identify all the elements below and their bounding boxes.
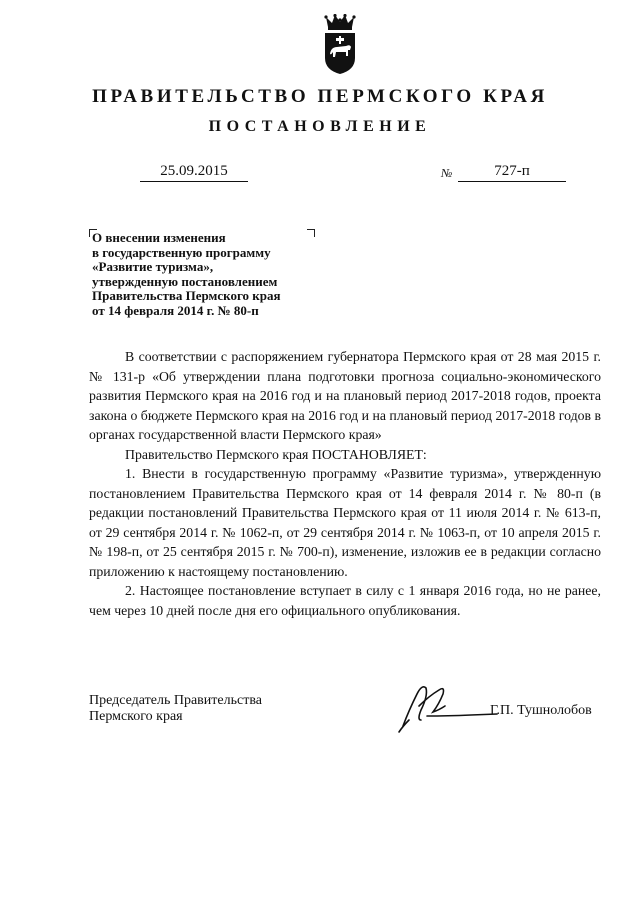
subject-line: Правительства Пермского края [92,288,281,304]
subject-line: от 14 февраля 2014 г. № 80-п [92,302,259,318]
signatory-position-line: Пермского края [89,709,183,724]
coat-of-arms-emblem [319,14,361,76]
signatory-name: Г.П. Тушнолобов [490,703,592,718]
government-title: ПРАВИТЕЛЬСТВО ПЕРМСКОГО КРАЯ [92,86,548,107]
subject-line: «Развитие туризма», [92,259,214,275]
body-paragraph-item-2: 2. Настоящее постановление вступает в силу с 1 января 2016 года, но не ранее, чем через 10 дней после дня его официального опубликования. [89,583,601,618]
document-date: 25.09.2015 [140,163,248,182]
signatory-position [89,693,262,725]
signatory-position-line: Председатель Правительства [89,693,262,708]
body-paragraph-item-1: 1. Внести в государственную программу «Развитие туризма», утвержденную постановлением Правительства Пермского края от 14 февраля 2014 г. № 80-п (в редакции постановлений Правительства Пермского края от 11 июля 2014 г. № 613-п, от 29 сентября 2014 г. № 1062-п, от 29 сентября 2014 г. № 1063-п, от 10 апреля 2015 г. № 198-п, от 25 сентября 2015 г. № 700-п), изменение, изложив ее в редакции согласно приложению к настоящему постановлению. [89,466,601,579]
document-body [89,347,601,620]
body-paragraph-preamble: В соответствии с распоряжением губернатора Пермского края от 28 мая 2015 г. № 131-р «Об утверждении плана подготовки прогноза социально-экономического развития Пермского края на 2016 год и на плановый период 2017-2018 годов, проекта закона о бюджете Пермского края на 2016 год и на плановый период 2017-2018 годов в органах государственной власти Пермского края» [89,349,601,442]
document-subject [92,231,322,319]
number-sign-label: № [441,166,453,180]
subject-line: в государственную программу [92,244,271,260]
body-paragraph-resolves: Правительство Пермского края ПОСТАНОВЛЯЕТ: [125,446,427,462]
handwritten-signature [395,676,505,734]
document-type: ПОСТАНОВЛЕНИЕ [208,118,432,135]
subject-line: О внесении изменения [92,230,226,245]
subject-line: утвержденную постановлением [92,273,278,289]
document-number: 727-п [458,163,566,182]
